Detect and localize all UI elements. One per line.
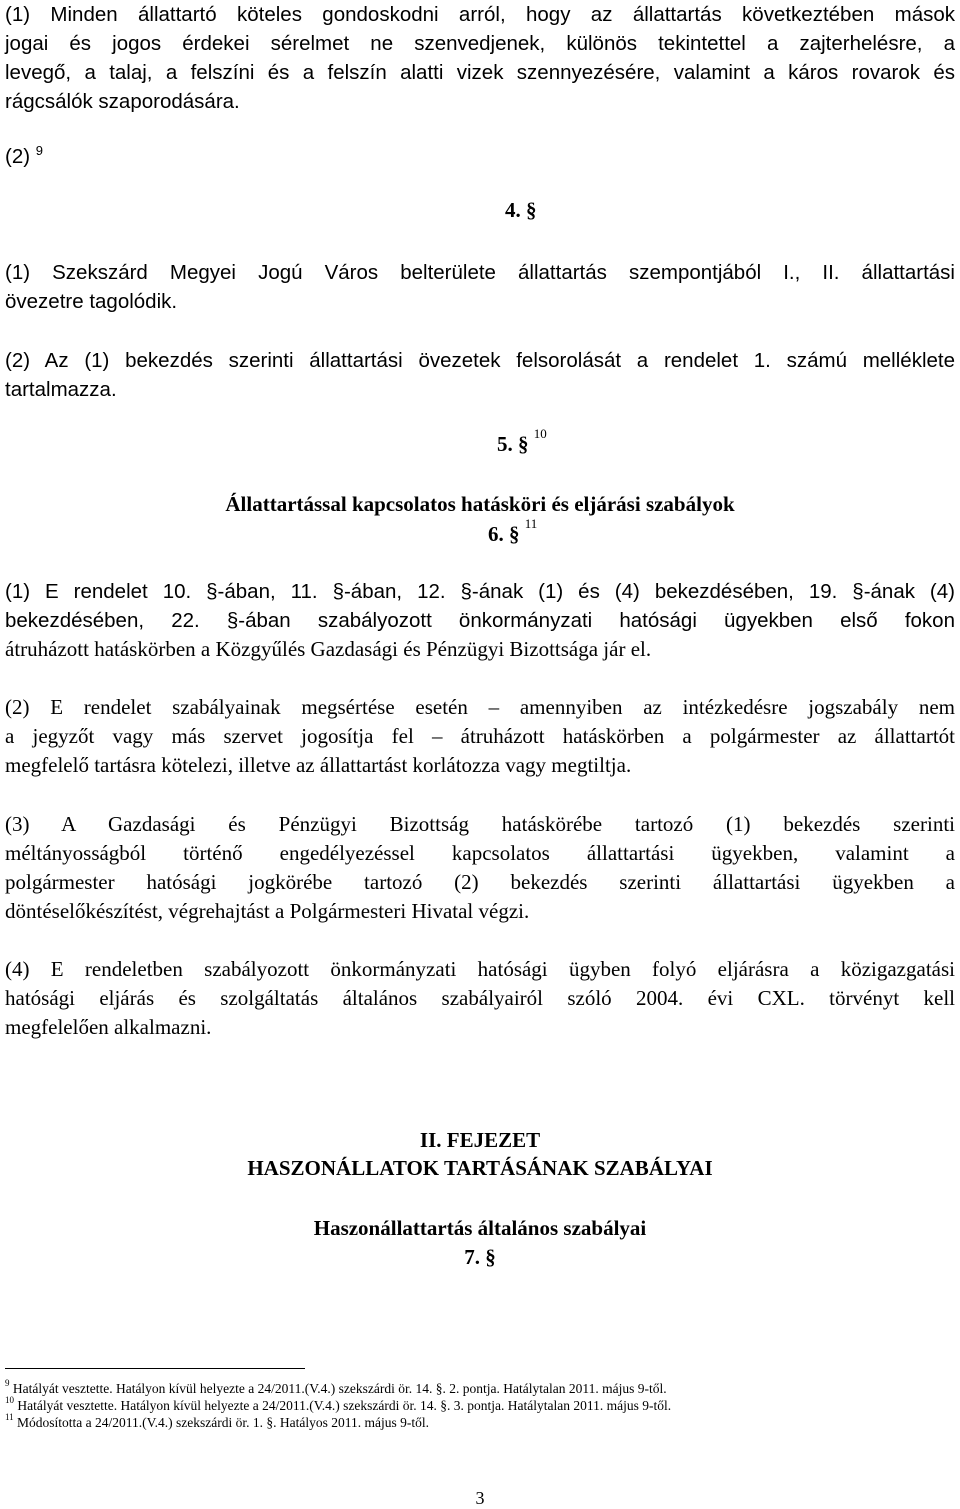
text-line: méltányosságból történő engedélyezéssel kapcsolatos állattartási ügyekben, valamint a: [5, 841, 955, 865]
footnote-text: Hatályát vesztette. Hatályon kívül helyezte a 24/2011.(V.4.) szekszárdi ör. 14. §. 3. pontja. Hatálytalan 2011. május 9-től.: [17, 1398, 672, 1413]
footnote-number: 10: [5, 1395, 14, 1405]
footnote-ref: 9: [35, 143, 43, 158]
text-line: megfelelően alkalmazni.: [5, 1015, 212, 1039]
text-line: bekezdésében, 22. §-ában szabályozott önkormányzati hatósági ügyekben első fokon: [5, 609, 955, 632]
text-line: átruházott hatáskörben a Közgyűlés Gazdasági és Pénzügyi Bizottsága jár el.: [5, 637, 652, 661]
chapter-number: II. FEJEZET: [419, 1128, 541, 1152]
section-label: 6. §: [488, 522, 520, 546]
text-line: a jegyzőt vagy más szervet jogosítja fel – átruházott hatáskörben a polgármester az állattartót: [5, 724, 955, 748]
footnote-number: 9: [5, 1378, 10, 1388]
section-6-heading: [488, 516, 538, 547]
text-line: rágcsálók szaporodására.: [5, 90, 240, 113]
footnote-divider: [5, 1368, 305, 1369]
text-line: döntéselőkészítést, végrehajtást a Polgármesteri Hivatal végzi.: [5, 899, 530, 923]
text-line: megfelelő tartásra kötelezi, illetve az állattartást korlátozza vagy megtiltja.: [5, 753, 632, 777]
section-label: 5. §: [497, 432, 529, 456]
text-line: övezetre tagolódik.: [5, 290, 178, 313]
paragraph-label: (2): [5, 145, 31, 168]
footnote-number: 11: [5, 1412, 14, 1422]
paragraph-2-repealed: [5, 142, 955, 171]
footnote-9: [5, 1380, 955, 1397]
footnote-11: [5, 1414, 955, 1431]
footnote-10: [5, 1397, 955, 1414]
chapter-subtitle: Haszonállattartás általános szabályai: [313, 1216, 647, 1240]
text-line: (1) Szekszárd Megyei Jogú Város belterülete állattartás szempontjából I., II. állattartási: [5, 261, 955, 284]
text-line: (3) A Gazdasági és Pénzügyi Bizottság hatáskörébe tartozó (1) bekezdés szerinti: [5, 812, 955, 836]
text-line: tartalmazza.: [5, 378, 117, 401]
chapter-title: HASZONÁLLATOK TARTÁSÁNAK SZABÁLYAI: [247, 1156, 713, 1180]
text-line: polgármester hatósági jogkörébe tartozó (2) bekezdés szerinti állattartási ügyekben a: [5, 870, 955, 894]
text-line: (4) E rendeletben szabályozott önkormányzati hatósági ügyben folyó eljárásra a közigazgatási: [5, 957, 955, 981]
section-7-heading: 7. §: [464, 1245, 496, 1269]
footnote-ref: 11: [524, 516, 538, 531]
page-number: 3: [475, 1488, 485, 1508]
section-5-heading: [497, 426, 547, 457]
text-line: (2) Az (1) bekezdés szerinti állattartási övezetek felsorolását a rendelet 1. számú melléklete: [5, 349, 955, 372]
text-line: jogai és jogos érdekei sérelmet ne szenvedjenek, különös tekintettel a zajterhelésre, a: [5, 32, 955, 55]
text-line: hatósági eljárás és szolgáltatás általános szabályairól szóló 2004. évi CXL. törvényt kell: [5, 986, 955, 1010]
footnote-text: Hatályát vesztette. Hatályon kívül helyezte a 24/2011.(V.4.) szekszárdi ör. 14. §. 2. pontja. Hatálytalan 2011. május 9-től.: [12, 1381, 667, 1396]
text-line: (2) E rendelet szabályainak megsértése esetén – amennyiben az intézkedésre jogszabály nem: [5, 695, 955, 719]
text-line: levegő, a talaj, a felszíni és a felszín alatti vizek szennyezésére, valamint a káros rovarok és: [5, 61, 955, 84]
section-4-heading: 4. §: [505, 198, 537, 222]
footnote-text: Módosította a 24/2011.(V.4.) szekszárdi ör. 1. §. Hatályos 2011. május 9-től.: [17, 1415, 429, 1430]
footnote-ref: 10: [533, 426, 547, 441]
text-line: (1) Minden állattartó köteles gondoskodni arról, hogy az állattartás következtében mások: [5, 3, 955, 26]
text-line: (1) E rendelet 10. §-ában, 11. §-ában, 12. §-ának (1) és (4) bekezdésében, 19. §-ának (4): [5, 580, 955, 603]
rules-heading: Állattartással kapcsolatos hatásköri és eljárási szabályok: [225, 492, 735, 516]
